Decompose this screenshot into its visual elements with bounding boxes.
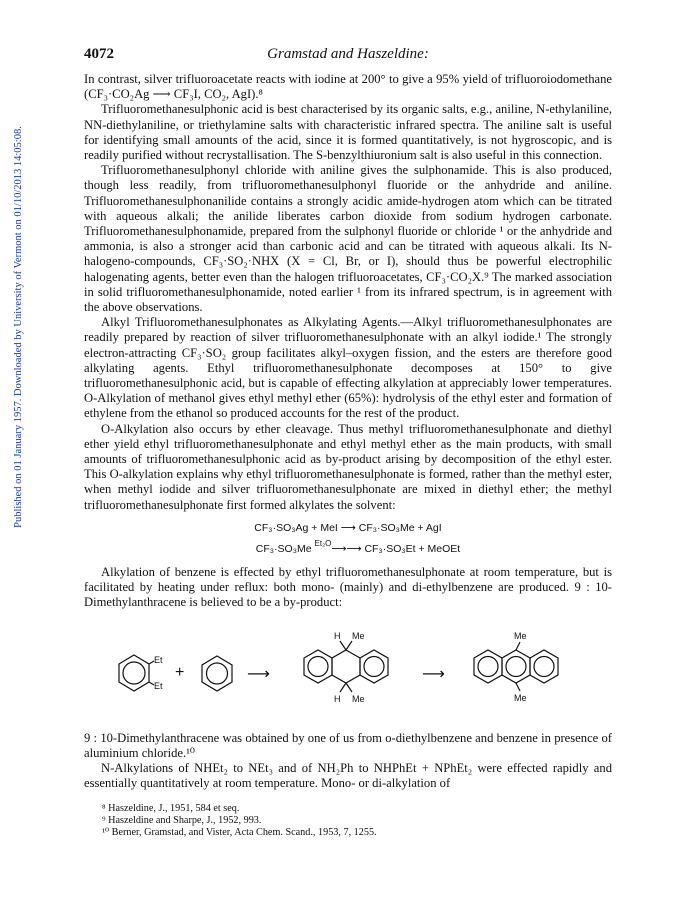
footnotes <box>84 803 612 839</box>
substituent-label: H <box>334 693 341 704</box>
paragraph: In contrast, silver trifluoroacetate reacts with iodine at 200° to give a 95% yield of trifluoroiodomethane (CF₃·CO₂Ag ⟶ CF₃I, CO₂, AgI).⁸ <box>84 72 612 102</box>
arrow-icon: ⟶⟶ <box>331 542 362 555</box>
arrow-label: Et₂O <box>314 538 332 548</box>
article-body <box>84 72 612 839</box>
paragraph: Alkyl Trifluoromethanesulphonates as Alkylating Agents.—Alkyl trifluoromethanesulphonates are readily prepared by reaction of silver trifluoromethanesulphonate with an alkyl iodide.¹ The strongly electron-attracting CF₃·SO₂ group facilitates alkyl–oxygen fission, and the esters are therefore good alkylating agents. Ethyl trifluoromethanesulphonate decomposes at 150° to give trifluoromethanesulphonic acid, but is capable of effecting alkylation at appreciably lower temperatures. O-Alkylation of methanol gives ethyl methyl ether (65%): hydrolysis of the ethyl ester and formation of ethylene from the ethanol so produced accounts for the rest of the product. <box>84 315 612 421</box>
substituent-label: H <box>334 630 341 641</box>
reaction-scheme <box>84 615 612 725</box>
arrow-with-label <box>314 538 365 555</box>
substituent-label: Me <box>514 630 527 641</box>
plus-sign: + <box>175 663 185 681</box>
arrow-icon: ⟶ <box>247 665 270 683</box>
equation-left: CF₃·SO₃Me <box>255 542 312 555</box>
equation-right: CF₃·SO₃Me + AgI <box>358 521 442 534</box>
dihydrodimethylanthracene-structure <box>304 631 388 704</box>
paragraph: Trifluoromethanesulphonyl chloride with aniline gives the sulphonamide. This is also produced, though less readily, from trifluoromethanesulphonyl fluoride or the anhydride and aniline. Trifluoromethanesulphonanilide contains a strongly acidic amide-hydrogen atom which can be titrated with aqueous alkali; the anilide liberates carbon dioxide from sodium hydrogen carbonate. Trifluoromethanesulphonamide, prepared from the sulphonyl fluoride or chloride ¹ or the anhydride and ammonia, is also a stronger acid than carbonic acid and can be titrated with aqueous alkali. Its N-halogeno-compounds, CF₃·SO₂·NHX (X = Cl, Br, or I), should thus be powerful electrophilic halogenating agents, better even than the halogen trifluoroacetates, CF₃·CO₂X.⁹ The marked association in solid trifluoromethanesulphonamide, noted earlier ¹ from its infrared spectrum, is in agreement with the above observations. <box>84 163 612 315</box>
footnote: ⁹ Haszeldine and Sharpe, J., 1952, 993. <box>102 815 262 827</box>
reaction-equations <box>84 520 612 557</box>
substituent-label: Et <box>154 680 163 691</box>
running-title: Gramstad and Haszeldine: <box>267 46 429 62</box>
substituent-label: Et <box>154 654 163 665</box>
footnote: ⁸ Haszeldine, J., 1951, 584 et seq. <box>102 803 240 815</box>
reaction-scheme-drawing <box>84 615 612 725</box>
benzene-structure <box>202 656 232 691</box>
substituent-label: Me <box>514 692 527 703</box>
paragraph: 9 : 10-Dimethylanthracene was obtained by one of us from o-diethylbenzene and benzene in presence of aluminium chloride.¹⁰ <box>84 730 612 760</box>
substituent-label: Me <box>352 630 365 641</box>
paragraph: Alkylation of benzene is effected by ethyl trifluoromethanesulphonate at room temperature, but is facilitated by heating under reflux: both mono- (mainly) and di-ethylbenzene are produced. 9 : 10-Dimethylanthracene is believed to be a by-product: <box>84 564 612 610</box>
publication-side-note: Published on 01 January 1957. Downloaded by University of Vermont on 01/10/2013 14:05:08. <box>13 126 24 528</box>
arrow-icon: ⟶ <box>422 665 445 683</box>
paragraph: Trifluoromethanesulphonic acid is best characterised by its organic salts, e.g., aniline, N-ethylaniline, NN-diethylaniline, or triethylamine salts with characteristic infrared spectra. The aniline salt is useful for identifying small amounts of the acid, since it is formed quantitatively, is not hygroscopic, and is readily purified without recrystallisation. The S-benzylthiuronium salt is also useful in this connection. <box>84 102 612 163</box>
page-header <box>84 46 612 66</box>
equation-right: CF₃·SO₃Et + MeOEt <box>364 542 461 555</box>
dimethylanthracene-structure <box>474 631 558 703</box>
equation-1 <box>84 520 612 536</box>
paragraph: N-Alkylations of NHEt₂ to NEt₃ and of NH₂Ph to NHPhEt + NPhEt₂ were effected rapidly and essentially quantitatively at room temperature. Mono- or di-alkylation of <box>84 760 612 791</box>
substituent-label: Me <box>352 693 365 704</box>
equation-2 <box>84 536 612 557</box>
arrow-icon: ⟶ <box>340 521 356 534</box>
page-number: 4072 <box>84 46 114 62</box>
diethylbenzene-structure <box>119 655 163 691</box>
paragraph: O-Alkylation also occurs by ether cleavage. Thus methyl trifluoromethanesulphonate and diethyl ether yield ethyl trifluoromethanesulphonate and ethyl methyl ether as the main products, with small amounts of trifluoromethanesulphonic acid as by-product arising by decomposition of the ethyl ester. This O-alkylation explains why ethyl trifluoromethanesulphonate is formed, rather than the methyl ester, when methyl iodide and silver trifluoromethanesulphonate are mixed in diethyl ether; the methyl trifluoromethanesulphonate first formed alkylates the solvent: <box>84 421 612 512</box>
equation-left: CF₃·SO₃Ag + MeI <box>254 521 338 534</box>
footnote: ¹⁰ Berner, Gramstad, and Vister, Acta Chem. Scand., 1953, 7, 1255. <box>102 827 377 839</box>
